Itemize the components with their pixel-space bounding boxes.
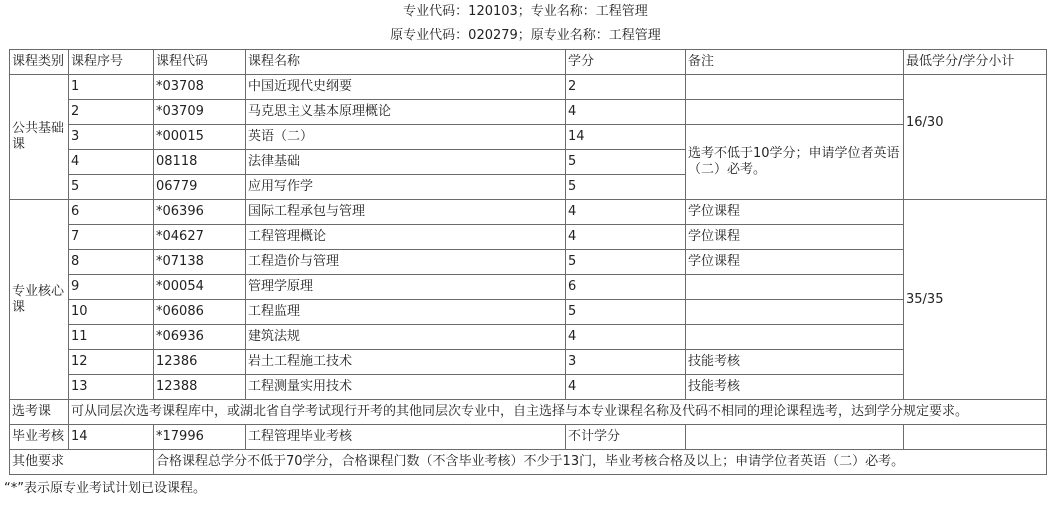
course-code: *00015 [154, 125, 246, 150]
table-row-graduation [10, 425, 1047, 450]
course-number: 2 [69, 100, 154, 125]
course-name: 工程监理 [246, 300, 566, 325]
course-note: 学位课程 [686, 200, 904, 225]
course-note [686, 425, 904, 450]
course-name: 国际工程承包与管理 [246, 200, 566, 225]
table-row [10, 200, 1047, 225]
table-row [10, 300, 1047, 325]
course-number: 8 [69, 250, 154, 275]
course-name: 马克思主义基本原理概论 [246, 100, 566, 125]
course-name: 工程造价与管理 [246, 250, 566, 275]
course-code: 08118 [154, 150, 246, 175]
course-note [686, 275, 904, 300]
course-name: 工程测量实用技术 [246, 375, 566, 400]
subtotal-core: 35/35 [904, 200, 1047, 400]
table-row [10, 225, 1047, 250]
course-number: 1 [69, 75, 154, 100]
col-header-note: 备注 [686, 50, 904, 75]
course-number: 9 [69, 275, 154, 300]
course-credit: 4 [566, 200, 686, 225]
table-row [10, 350, 1047, 375]
course-credit: 3 [566, 350, 686, 375]
course-credit: 2 [566, 75, 686, 100]
course-credit: 4 [566, 325, 686, 350]
exam-plan-table [9, 49, 1047, 475]
original-major-code-line: 原专业代码：020279；原专业名称：工程管理 [390, 28, 661, 43]
category-core: 专业核心课 [10, 200, 69, 400]
merged-note-public: 选考不低于10学分；申请学位者英语（二）必考。 [686, 125, 904, 200]
table-row-other [10, 450, 1047, 475]
category-public: 公共基础课 [10, 75, 69, 200]
course-credit: 4 [566, 225, 686, 250]
col-header-subtotal: 最低学分/学分小计 [904, 50, 1047, 75]
course-code: *04627 [154, 225, 246, 250]
course-note: 技能考核 [686, 350, 904, 375]
footnote: “*”表示原专业考试计划已设课程。 [4, 481, 206, 496]
course-code: 12388 [154, 375, 246, 400]
course-number: 5 [69, 175, 154, 200]
table-row [10, 125, 1047, 150]
course-note [686, 100, 904, 125]
subtotal-public: 16/30 [904, 75, 1047, 200]
course-note [686, 75, 904, 100]
course-credit: 5 [566, 175, 686, 200]
course-name: 应用写作学 [246, 175, 566, 200]
course-name: 工程管理概论 [246, 225, 566, 250]
category-other: 其他要求 [10, 450, 154, 475]
course-number: 14 [69, 425, 154, 450]
table-row [10, 275, 1047, 300]
course-name: 中国近现代史纲要 [246, 75, 566, 100]
table-row [10, 325, 1047, 350]
course-code: *03708 [154, 75, 246, 100]
course-credit: 14 [566, 125, 686, 150]
course-code: *06396 [154, 200, 246, 225]
table-row [10, 375, 1047, 400]
course-name: 管理学原理 [246, 275, 566, 300]
course-note: 学位课程 [686, 225, 904, 250]
course-number: 4 [69, 150, 154, 175]
other-requirements: 合格课程总学分不低于70学分，合格课程门数（不含毕业考核）不少于13门，毕业考核合格及以上；申请学位者英语（二）必考。 [154, 450, 1047, 475]
course-note [686, 300, 904, 325]
course-credit: 4 [566, 100, 686, 125]
col-header-name: 课程名称 [246, 50, 566, 75]
col-header-code: 课程代码 [154, 50, 246, 75]
course-name: 法律基础 [246, 150, 566, 175]
course-number: 6 [69, 200, 154, 225]
course-credit: 5 [566, 250, 686, 275]
course-code: *06936 [154, 325, 246, 350]
table-row [10, 250, 1047, 275]
course-code: *06086 [154, 300, 246, 325]
course-credit: 6 [566, 275, 686, 300]
course-subtotal [904, 425, 1047, 450]
course-credit: 5 [566, 300, 686, 325]
course-number: 11 [69, 325, 154, 350]
course-note: 技能考核 [686, 375, 904, 400]
course-name: 建筑法规 [246, 325, 566, 350]
table-row-elective [10, 400, 1047, 425]
course-name: 英语（二） [246, 125, 566, 150]
category-graduation: 毕业考核 [10, 425, 69, 450]
category-elective: 选考课 [10, 400, 69, 425]
col-header-credit: 学分 [566, 50, 686, 75]
course-note: 学位课程 [686, 250, 904, 275]
elective-description: 可从同层次选考课程库中，或湖北省自学考试现行开考的其他同层次专业中，自主选择与本专业课程名称及代码不相同的理论课程选考，达到学分规定要求。 [69, 400, 1047, 425]
course-name: 岩土工程施工技术 [246, 350, 566, 375]
course-note [686, 325, 904, 350]
course-name: 工程管理毕业考核 [246, 425, 566, 450]
course-code: 12386 [154, 350, 246, 375]
course-code: *03709 [154, 100, 246, 125]
course-number: 10 [69, 300, 154, 325]
course-code: *07138 [154, 250, 246, 275]
course-credit: 不计学分 [566, 425, 686, 450]
course-number: 13 [69, 375, 154, 400]
course-number: 7 [69, 225, 154, 250]
course-code: 06779 [154, 175, 246, 200]
course-code: *00054 [154, 275, 246, 300]
table-row [10, 75, 1047, 100]
table-row [10, 100, 1047, 125]
course-number: 3 [69, 125, 154, 150]
col-header-number: 课程序号 [69, 50, 154, 75]
table-header-row [10, 50, 1047, 75]
course-credit: 4 [566, 375, 686, 400]
col-header-category: 课程类别 [10, 50, 69, 75]
course-code: *17996 [154, 425, 246, 450]
course-credit: 5 [566, 150, 686, 175]
course-number: 12 [69, 350, 154, 375]
major-code-line: 专业代码：120103；专业名称：工程管理 [403, 4, 648, 19]
